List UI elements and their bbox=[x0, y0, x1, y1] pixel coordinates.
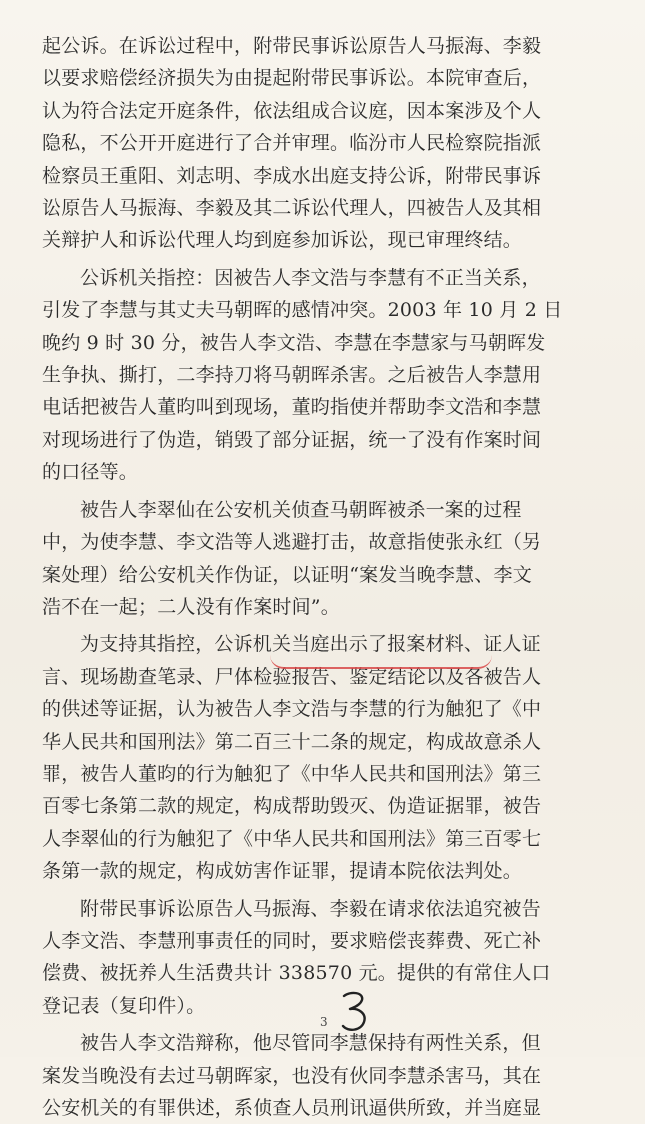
text-line: 以要求赔偿经济损失为由提起附带民事诉讼。本院审查后， bbox=[42, 67, 542, 90]
text-line: 案发当晚没有去过马朝晖家，也没有伙同李慧杀害马，其在 bbox=[42, 1064, 542, 1087]
text-line: 引发了李慧与其丈夫马朝晖的感情冲突。2003 年 10 月 2 日 bbox=[42, 299, 563, 322]
text-line: 中，为使李慧、李文浩等人逃避打击，故意指使张永红（另 bbox=[42, 531, 542, 554]
text-line: 关辩护人和诉讼代理人均到庭参加诉讼，现已审理终结。 bbox=[42, 229, 523, 252]
text-line bbox=[42, 262, 614, 294]
paragraph-start: 为支持其指控，公诉机关当庭出示了报案材料、证人证 bbox=[80, 633, 541, 656]
text-line bbox=[42, 893, 614, 925]
document-body bbox=[42, 30, 614, 1124]
text-line: 条第一款的规定，构成妨害作证罪，提请本院依法判处。 bbox=[42, 860, 523, 883]
text-line: 人李文浩、李慧刑事责任的同时，要求赔偿丧葬费、死亡补 bbox=[42, 929, 542, 952]
text-line: 起公诉。在诉讼过程中，附带民事诉讼原告人马振海、李毅 bbox=[42, 35, 542, 57]
text-line: 讼原告人马振海、李毅及其二诉讼代理人，四被告人及其相 bbox=[42, 197, 542, 220]
text-line: 人李翠仙的行为触犯了《中华人民共和国刑法》第三百零七 bbox=[42, 827, 542, 850]
handwritten-page-number bbox=[340, 990, 370, 1035]
text-line: 隐私，不公开开庭进行了合并审理。临汾市人民检察院指派 bbox=[42, 132, 542, 155]
text-line: 晚约 9 时 30 分，被告人李文浩、李慧在李慧家与马朝晖发 bbox=[42, 331, 546, 354]
paragraph-start: 附带民事诉讼原告人马振海、李毅在请求依法追究被告 bbox=[80, 897, 541, 920]
text-line: 公安机关的有罪供述，系侦查人员刑讯逼供所致，并当庭显 bbox=[42, 1097, 542, 1119]
text-line: 罪，被告人董昀的行为触犯了《中华人民共和国刑法》第三 bbox=[42, 762, 542, 785]
text-line: 案处理）给公安机关作伪证，以证明“案发当晚李慧、李文 bbox=[42, 563, 532, 586]
text-line: 认为符合法定开庭条件，依法组成合议庭，因本案涉及个人 bbox=[42, 99, 542, 122]
text-line: 登记表（复印件）。 bbox=[42, 994, 206, 1017]
text-line bbox=[42, 494, 614, 526]
text-line: 偿费、被抚养人生活费共计 338570 元。提供的有常住人口 bbox=[42, 962, 551, 985]
page-number: 3 bbox=[320, 1015, 328, 1029]
paragraph-start: 公诉机关指控：因被告人李文浩与李慧有不正当关系， bbox=[80, 266, 541, 289]
text-line: 百零七条第二款的规定，构成帮助毁灭、伪造证据罪，被告 bbox=[42, 795, 542, 818]
text-line bbox=[42, 1027, 614, 1059]
text-line: 生争执、撕打，二李持刀将马朝晖杀害。之后被告人李慧用 bbox=[42, 364, 542, 387]
text-line: 的口径等。 bbox=[42, 461, 139, 484]
text-line: 华人民共和国刑法》第二百三十二条的规定，构成故意杀人 bbox=[42, 730, 542, 753]
text-line: 电话把被告人董昀叫到现场，董昀指使并帮助李文浩和李慧 bbox=[42, 396, 542, 419]
text-line: 浩不在一起；二人没有作案时间”。 bbox=[42, 595, 340, 618]
text-line: 检察员王重阳、刘志明、李成水出庭支持公诉，附带民事诉 bbox=[42, 164, 542, 187]
text-line: 对现场进行了伪造，销毁了部分证据，统一了没有作案时间 bbox=[42, 428, 542, 451]
red-pen-underline bbox=[270, 655, 492, 669]
text-line: 言、现场勘查笔录、尸体检验报告、鉴定结论以及各被告人 bbox=[42, 665, 542, 688]
paragraph-start: 被告人李翠仙在公安机关侦查马朝晖被杀一案的过程 bbox=[80, 498, 522, 521]
paragraph-start: 被告人李文浩辩称，他尽管同李慧保持有两性关系，但 bbox=[80, 1032, 541, 1055]
text-line: 的供述等证据，认为被告人李文浩与李慧的行为触犯了《中 bbox=[42, 698, 542, 721]
